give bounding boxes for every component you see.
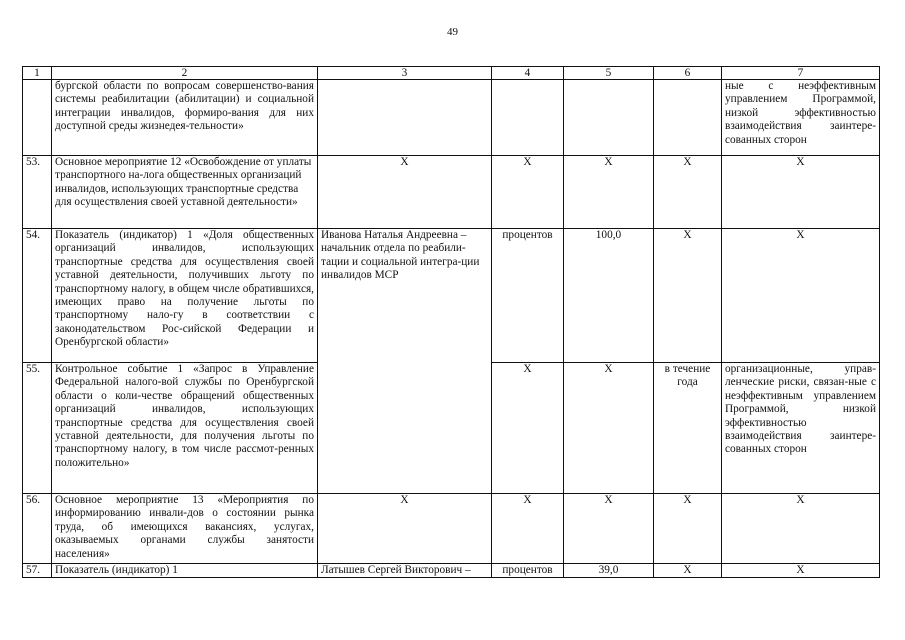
risks-cell: Х: [722, 564, 880, 578]
table-row: [23, 564, 880, 578]
page-number: 49: [447, 26, 458, 38]
unit-cell: [492, 80, 564, 156]
table-row: [23, 494, 880, 564]
unit-cell: Х: [492, 363, 564, 494]
value-cell: 100,0: [564, 229, 654, 363]
deadline-cell: Х: [654, 564, 722, 578]
measure-description: Основное мероприятие 12 «Освобождение от уплаты транспортного на-лога общественных организаций инвалидов, использующих транспортные средства для осуществления своей уставной деятельности»: [52, 156, 318, 229]
deadline-cell: Х: [654, 494, 722, 564]
column-header: 7: [722, 67, 880, 80]
risks-cell: Х: [722, 494, 880, 564]
column-header: 3: [318, 67, 492, 80]
deadline-cell: Х: [654, 156, 722, 229]
measure-description: бургской области по вопросам совершенство-вания системы реабилитации (абилитации) и социальной интеграции инвалидов, формиро-вания для них доступной среды жизнедея-тельности»: [52, 80, 318, 156]
responsible-person: Иванова Наталья Андреевна – начальник отдела по реабили-тации и социальной интегра-ции инвалидов МСР: [318, 229, 492, 363]
unit-cell: процентов: [492, 229, 564, 363]
value-cell: 39,0: [564, 564, 654, 578]
table-header-row: [23, 67, 880, 80]
table-row: [23, 229, 880, 363]
deadline-cell: Х: [654, 229, 722, 363]
risks-cell: Х: [722, 229, 880, 363]
row-number: 55.: [23, 363, 52, 494]
unit-cell: Х: [492, 494, 564, 564]
table-row: [23, 156, 880, 229]
unit-cell: Х: [492, 156, 564, 229]
measures-table: [22, 66, 880, 578]
measure-description: Основное мероприятие 13 «Мероприятия по информированию инвали-дов о состоянии рынка труда, об имеющихся вакансиях, услугах, оказываемых органами службы занятости населения»: [52, 494, 318, 564]
value-cell: [564, 80, 654, 156]
column-header: 1: [23, 67, 52, 80]
deadline-cell: в течение года: [654, 363, 722, 494]
column-header: 5: [564, 67, 654, 80]
measure-description: Показатель (индикатор) 1 «Доля общественных организаций инвалидов, использующих транспортные средства для осуществления своей уставной деятельности, получивших льготу по транспортному налогу, в общем числе обратившихся, имеющих право на получение льготы по транспортному нало-гу в соответствии с законодательством Рос-сийской Федерации и Оренбургской области»: [52, 229, 318, 363]
row-number: 57.: [23, 564, 52, 578]
risks-cell: ные с неэффективным управлением Программой, низкой эффективностью взаимодействия заинтере-сованных сторон: [722, 80, 880, 156]
measure-description: Контрольное событие 1 «Запрос в Управление Федеральной налого-вой службы по Оренбургской области о коли-честве обращений общественных организаций инвалидов, использующих транспортные средства для осуществления своей уставной деятельности, для получения льготы по транспортному налогу, в том числе рассмот-ренных положительно»: [52, 363, 318, 494]
unit-cell: процентов: [492, 564, 564, 578]
deadline-cell: [654, 80, 722, 156]
table-row: [23, 80, 880, 156]
risks-cell: организационные, управ-ленческие риски, связан-ные с неэффективным управлением Программой, низкой эффективностью взаимодействия заинтере-сованных сторон: [722, 363, 880, 494]
risks-cell: Х: [722, 156, 880, 229]
responsible-person: Латышев Сергей Викторович –: [318, 564, 492, 578]
measure-description: Показатель (индикатор) 1: [52, 564, 318, 578]
row-number: [23, 80, 52, 156]
value-cell: Х: [564, 156, 654, 229]
column-header: 4: [492, 67, 564, 80]
responsible-person: Х: [318, 494, 492, 564]
row-number: 56.: [23, 494, 52, 564]
table-row: [23, 363, 880, 494]
row-number: 53.: [23, 156, 52, 229]
responsible-person: [318, 363, 492, 494]
column-header: 2: [52, 67, 318, 80]
value-cell: Х: [564, 494, 654, 564]
value-cell: Х: [564, 363, 654, 494]
row-number: 54.: [23, 229, 52, 363]
responsible-person: [318, 80, 492, 156]
responsible-person: Х: [318, 156, 492, 229]
column-header: 6: [654, 67, 722, 80]
